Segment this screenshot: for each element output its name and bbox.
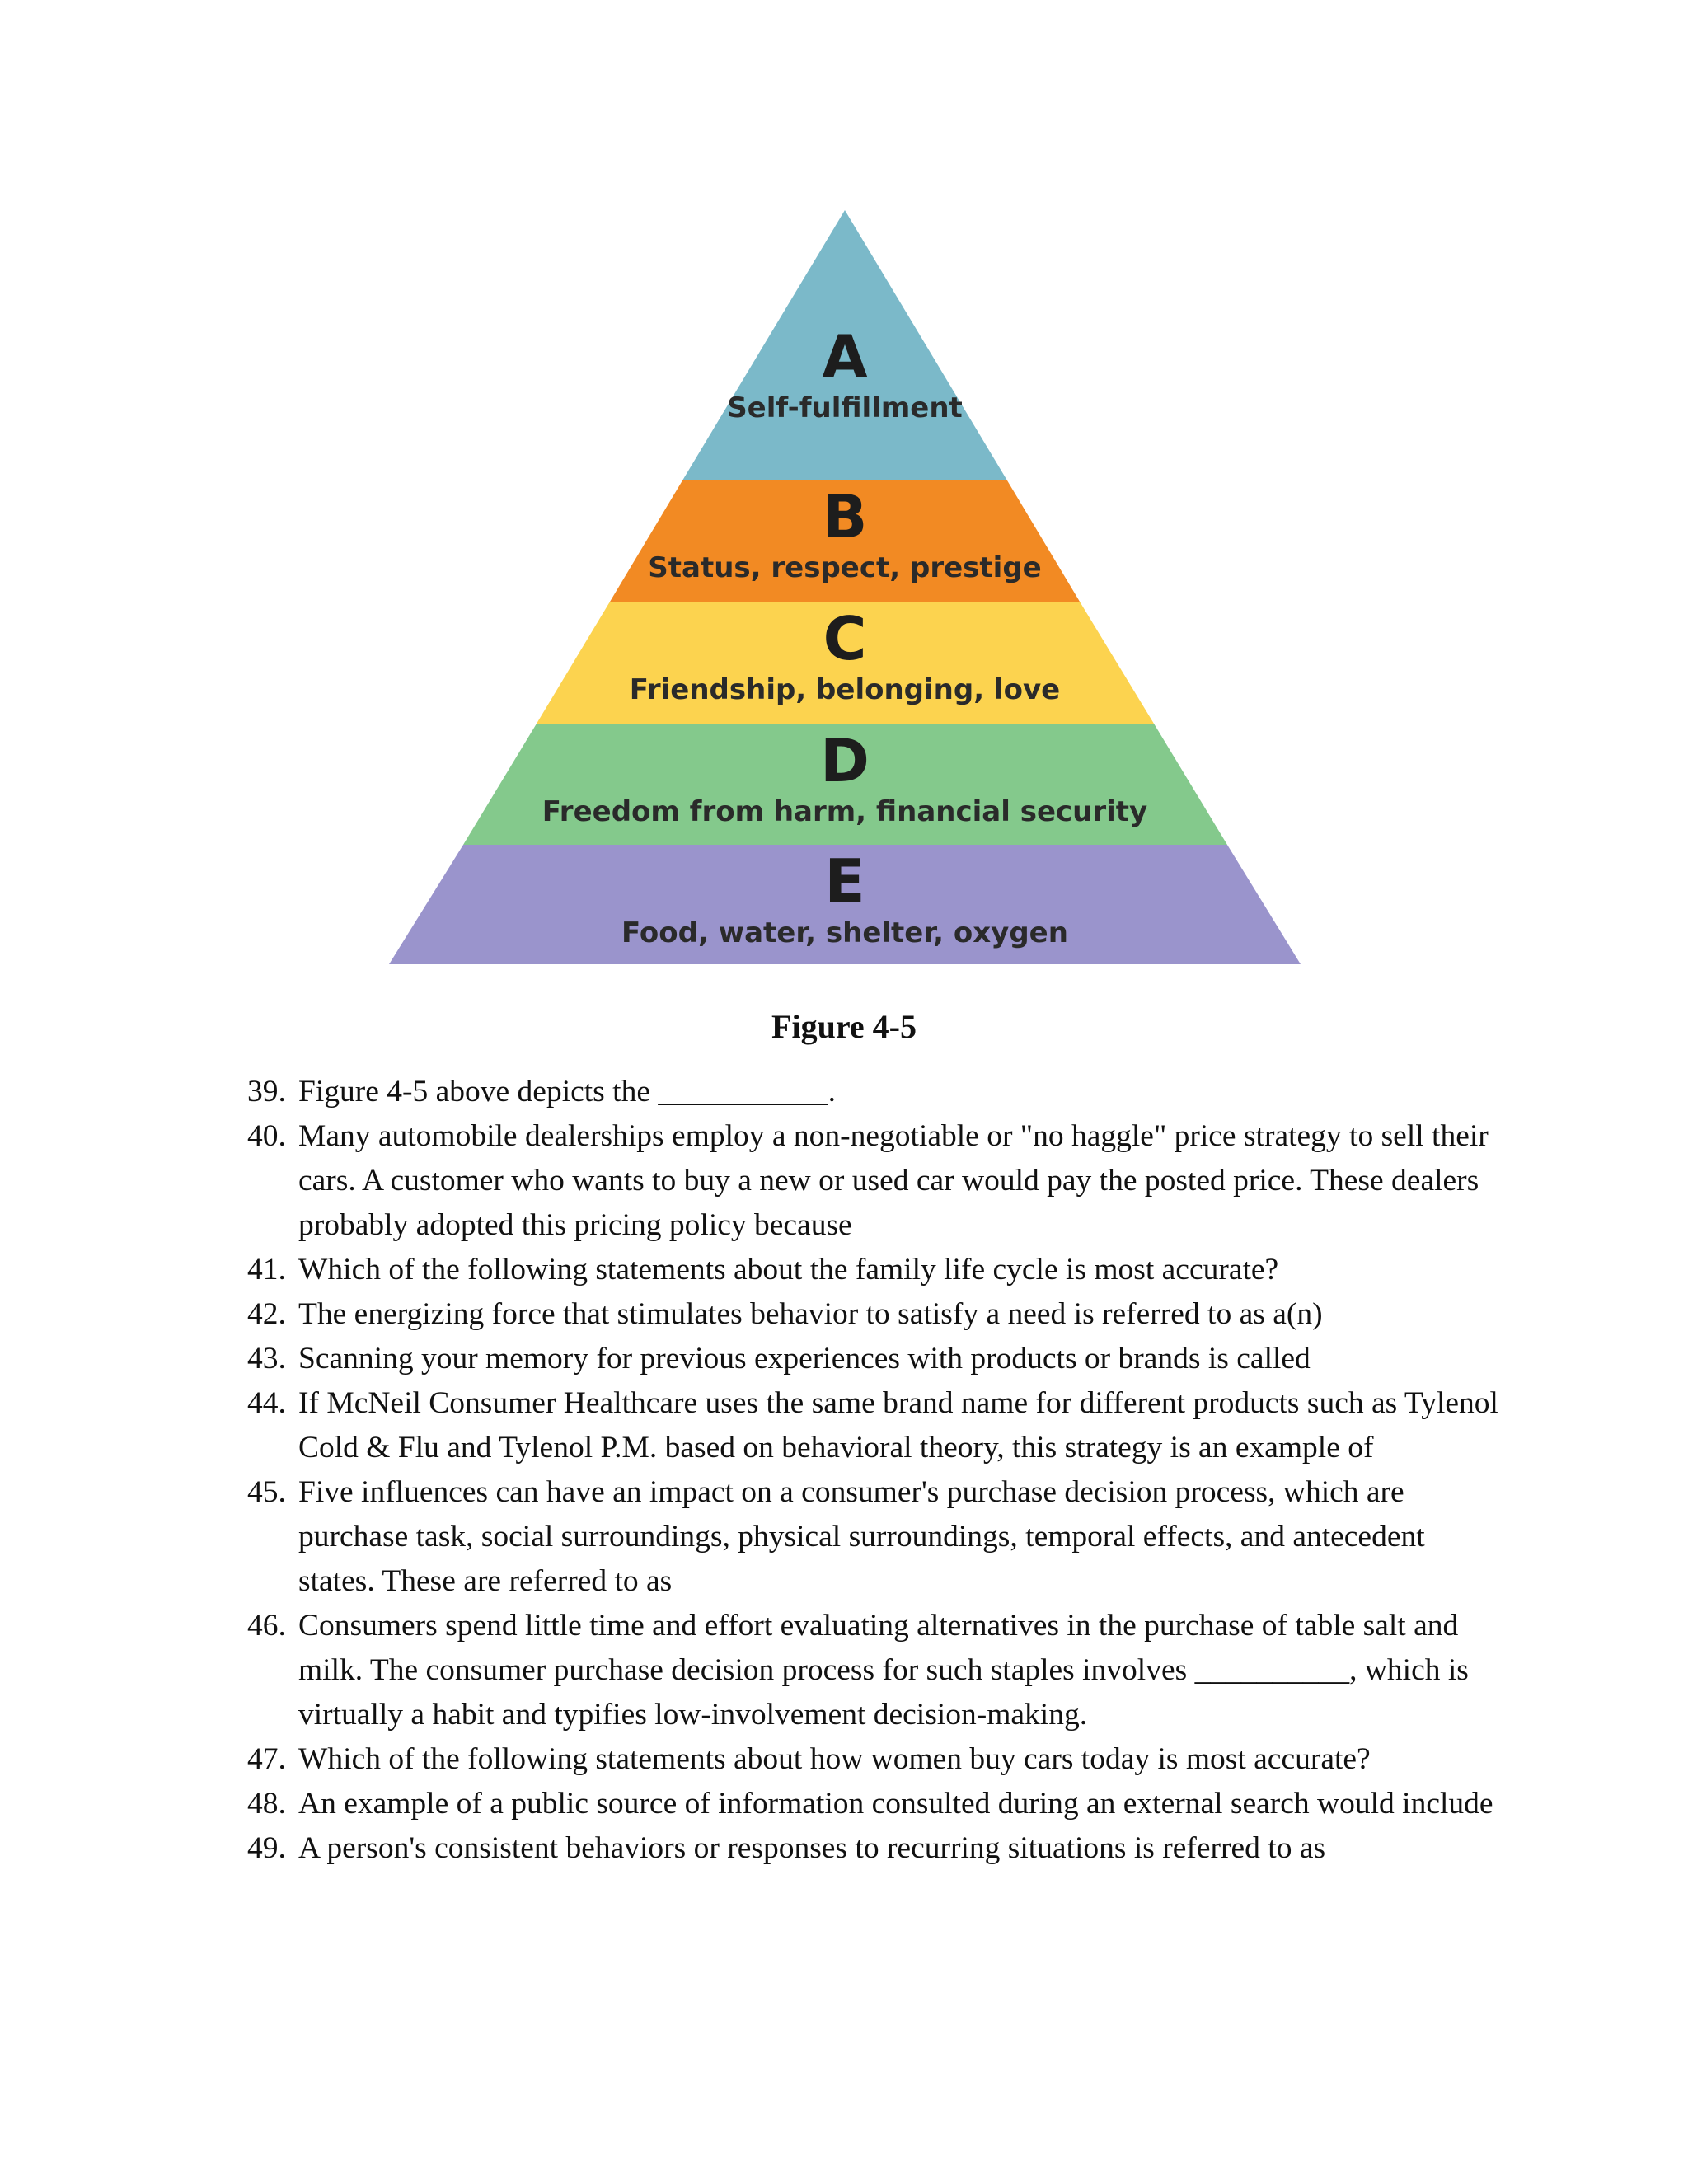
question-item: [247, 1470, 1500, 1604]
hierarchy-of-needs-pyramid: [0, 0, 1688, 989]
question-item: [247, 1737, 1500, 1782]
pyramid-level-c-letter: C: [823, 604, 867, 673]
pyramid-level-b-letter: B: [822, 482, 868, 551]
question-item: [247, 1826, 1500, 1871]
pyramid-level-d-letter: D: [820, 726, 870, 795]
pyramid-level-e-description: Food, water, shelter, oxygen: [621, 916, 1068, 949]
question-text: Scanning your memory for previous experiences with products or brands is called: [298, 1342, 1311, 1376]
pyramid-level-c-description: Friendship, belonging, love: [629, 673, 1061, 706]
question-number: 39.: [247, 1075, 286, 1108]
question-text: Which of the following statements about the family life cycle is most accurate?: [298, 1253, 1279, 1286]
question-number: 49.: [247, 1831, 286, 1865]
question-text: Figure 4-5 above depicts the ___________.: [298, 1075, 836, 1108]
pyramid-level-a-letter: A: [822, 322, 868, 391]
pyramid-level-d-description: Freedom from harm, financial security: [542, 795, 1148, 828]
question-number: 47.: [247, 1742, 286, 1776]
question-item: [247, 1070, 1500, 1114]
question-text: The energizing force that stimulates behavior to satisfy a need is referred to as a(n): [298, 1297, 1323, 1331]
figure-caption: Figure 4-5: [771, 1008, 917, 1045]
question-item: [247, 1292, 1500, 1337]
question-item: [247, 1782, 1500, 1826]
question-text: A person's consistent behaviors or responses to recurring situations is referred to as: [298, 1831, 1326, 1865]
question-item: [247, 1381, 1500, 1470]
question-text: An example of a public source of information consulted during an external search would include: [298, 1787, 1493, 1821]
question-text: Consumers spend little time and effort evaluating alternatives in the purchase of table salt and milk. The consumer purchase decision process for such staples involves __________, which is virtually a habit and typifies low-involvement decision-making.: [298, 1609, 1469, 1732]
question-number: 43.: [247, 1342, 286, 1376]
question-text: Many automobile dealerships employ a non-negotiable or "no haggle" price strategy to sell their cars. A customer who wants to buy a new or used car would pay the posted price. These dealers probably adopted this pricing policy because: [298, 1119, 1489, 1242]
pyramid-level-e-letter: E: [824, 846, 865, 916]
question-item: [247, 1337, 1500, 1381]
question-text: Five influences can have an impact on a consumer's purchase decision process, which are purchase task, social surroundings, physical surroundings, temporal effects, and antecedent states. These are referred to as: [298, 1475, 1425, 1598]
pyramid-level-b-description: Status, respect, prestige: [648, 551, 1042, 584]
question-number: 40.: [247, 1119, 286, 1153]
question-number: 45.: [247, 1475, 286, 1509]
question-number: 42.: [247, 1297, 286, 1331]
question-text: If McNeil Consumer Healthcare uses the same brand name for different products such as Tylenol Cold & Flu and Tylenol P.M. based on behavioral theory, this strategy is an example of: [298, 1386, 1498, 1465]
question-item: [247, 1604, 1500, 1737]
question-number: 48.: [247, 1787, 286, 1821]
question-item: [247, 1114, 1500, 1248]
question-item: [247, 1248, 1500, 1292]
question-number: 46.: [247, 1609, 286, 1643]
question-list: [247, 1070, 1500, 1871]
question-text: Which of the following statements about how women buy cars today is most accurate?: [298, 1742, 1371, 1776]
question-number: 44.: [247, 1386, 286, 1420]
pyramid-level-a-description: Self-fulfillment: [727, 391, 963, 424]
question-number: 41.: [247, 1253, 286, 1286]
